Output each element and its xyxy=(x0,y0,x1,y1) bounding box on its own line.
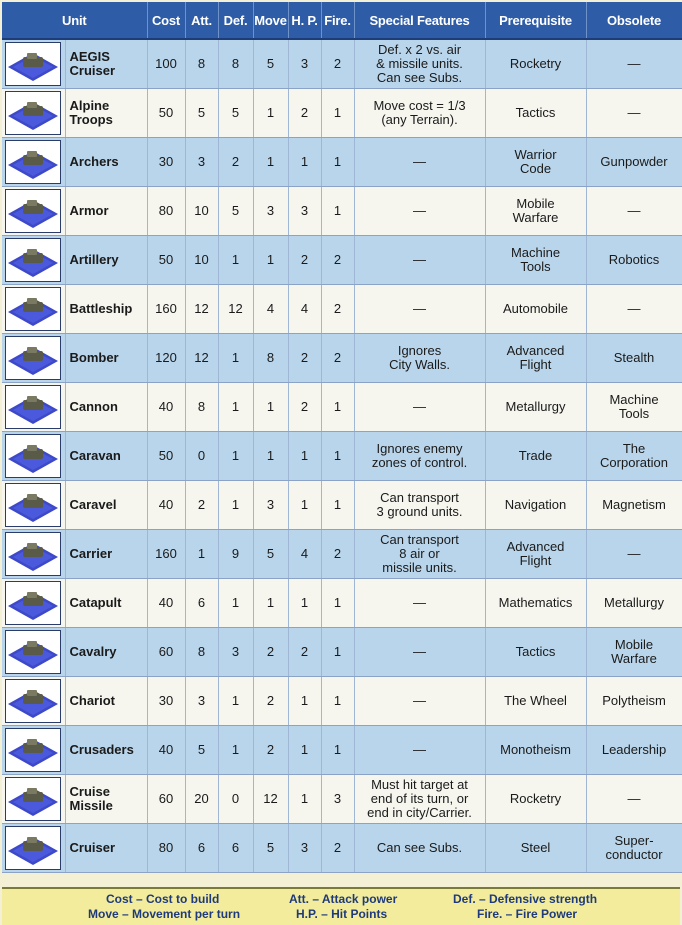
unit-icon-cell xyxy=(2,530,65,579)
cost-value: 40 xyxy=(147,481,185,530)
unit-name: Cruise Missile xyxy=(65,775,147,824)
battleship-icon xyxy=(5,287,61,331)
defense-value: 1 xyxy=(218,236,253,285)
defense-value: 6 xyxy=(218,824,253,873)
armor-icon xyxy=(5,189,61,233)
defense-value: 1 xyxy=(218,383,253,432)
header-move: Move xyxy=(253,2,288,39)
hit-points-value: 3 xyxy=(288,39,321,89)
special-features: — xyxy=(354,628,485,677)
unit-icon-cell xyxy=(2,236,65,285)
table-row xyxy=(2,285,682,334)
prerequisite: Tactics xyxy=(485,628,586,677)
fire-power-value: 2 xyxy=(321,285,354,334)
move-value: 5 xyxy=(253,530,288,579)
attack-value: 0 xyxy=(185,432,218,481)
prerequisite: Mathematics xyxy=(485,579,586,628)
attack-value: 1 xyxy=(185,530,218,579)
defense-value: 1 xyxy=(218,677,253,726)
move-value: 5 xyxy=(253,824,288,873)
table-row xyxy=(2,236,682,285)
unit-name: Crusaders xyxy=(65,726,147,775)
special-features: — xyxy=(354,579,485,628)
hit-points-value: 3 xyxy=(288,824,321,873)
hit-points-value: 4 xyxy=(288,285,321,334)
hit-points-value: 3 xyxy=(288,187,321,236)
table-row xyxy=(2,824,682,873)
cost-value: 40 xyxy=(147,726,185,775)
table-row xyxy=(2,775,682,824)
prerequisite: Navigation xyxy=(485,481,586,530)
obsolete-by: — xyxy=(586,285,682,334)
table-row xyxy=(2,481,682,530)
unit-name: Chariot xyxy=(65,677,147,726)
table-body xyxy=(2,39,682,873)
table-row xyxy=(2,187,682,236)
table-row xyxy=(2,530,682,579)
unit-name: Bomber xyxy=(65,334,147,383)
defense-value: 9 xyxy=(218,530,253,579)
obsolete-by: — xyxy=(586,39,682,89)
legend-cost: Cost – Cost to build xyxy=(106,892,220,906)
defense-value: 1 xyxy=(218,481,253,530)
table-row xyxy=(2,383,682,432)
special-features: Ignores City Walls. xyxy=(354,334,485,383)
unit-icon-cell xyxy=(2,39,65,89)
move-value: 1 xyxy=(253,89,288,138)
special-features: Def. x 2 vs. air & missile units. Can see Subs. xyxy=(354,39,485,89)
attack-value: 5 xyxy=(185,726,218,775)
cost-value: 30 xyxy=(147,677,185,726)
legend-hp: H.P. – Hit Points xyxy=(296,907,388,921)
move-value: 2 xyxy=(253,677,288,726)
header-obsolete: Obsolete xyxy=(586,2,682,39)
special-features: Ignores enemy zones of control. xyxy=(354,432,485,481)
attack-value: 6 xyxy=(185,824,218,873)
defense-value: 12 xyxy=(218,285,253,334)
cost-value: 80 xyxy=(147,187,185,236)
table-row xyxy=(2,39,682,89)
obsolete-by: The Corporation xyxy=(586,432,682,481)
cost-value: 30 xyxy=(147,138,185,187)
cost-value: 50 xyxy=(147,432,185,481)
header-prereq: Prerequisite xyxy=(485,2,586,39)
defense-value: 5 xyxy=(218,89,253,138)
artillery-icon xyxy=(5,238,61,282)
catapult-icon xyxy=(5,581,61,625)
hit-points-value: 1 xyxy=(288,677,321,726)
unit-name: Cavalry xyxy=(65,628,147,677)
header-fire: Fire. xyxy=(321,2,354,39)
obsolete-by: — xyxy=(586,89,682,138)
fire-power-value: 3 xyxy=(321,775,354,824)
prerequisite: Advanced Flight xyxy=(485,530,586,579)
move-value: 1 xyxy=(253,138,288,187)
unit-icon-cell xyxy=(2,579,65,628)
obsolete-by: Super- conductor xyxy=(586,824,682,873)
unit-icon-cell xyxy=(2,824,65,873)
header-cost: Cost xyxy=(147,2,185,39)
hit-points-value: 2 xyxy=(288,89,321,138)
cost-value: 120 xyxy=(147,334,185,383)
chariot-icon xyxy=(5,679,61,723)
defense-value: 8 xyxy=(218,39,253,89)
defense-value: 1 xyxy=(218,726,253,775)
table-row xyxy=(2,334,682,383)
special-features: Can see Subs. xyxy=(354,824,485,873)
prerequisite: Advanced Flight xyxy=(485,334,586,383)
crusaders-icon xyxy=(5,728,61,772)
prerequisite: Warrior Code xyxy=(485,138,586,187)
special-features: — xyxy=(354,726,485,775)
cost-value: 50 xyxy=(147,236,185,285)
table-header xyxy=(2,2,682,39)
special-features: — xyxy=(354,187,485,236)
table-row xyxy=(2,726,682,775)
defense-value: 5 xyxy=(218,187,253,236)
fire-power-value: 2 xyxy=(321,236,354,285)
prerequisite: Metallurgy xyxy=(485,383,586,432)
fire-power-value: 2 xyxy=(321,824,354,873)
fire-power-value: 1 xyxy=(321,187,354,236)
cost-value: 40 xyxy=(147,579,185,628)
move-value: 12 xyxy=(253,775,288,824)
fire-power-value: 1 xyxy=(321,628,354,677)
cost-value: 60 xyxy=(147,775,185,824)
hit-points-value: 1 xyxy=(288,775,321,824)
attack-value: 8 xyxy=(185,383,218,432)
move-value: 1 xyxy=(253,383,288,432)
fire-power-value: 2 xyxy=(321,530,354,579)
unit-name: Catapult xyxy=(65,579,147,628)
obsolete-by: Machine Tools xyxy=(586,383,682,432)
unit-icon-cell xyxy=(2,89,65,138)
obsolete-by: Gunpowder xyxy=(586,138,682,187)
cost-value: 40 xyxy=(147,383,185,432)
unit-icon-cell xyxy=(2,677,65,726)
cost-value: 100 xyxy=(147,39,185,89)
table-row xyxy=(2,628,682,677)
legend-def: Def. – Defensive strength xyxy=(453,892,598,906)
special-features: — xyxy=(354,138,485,187)
obsolete-by: Leadership xyxy=(586,726,682,775)
unit-icon-cell xyxy=(2,432,65,481)
unit-name: Alpine Troops xyxy=(65,89,147,138)
move-value: 1 xyxy=(253,432,288,481)
units-table xyxy=(2,2,682,873)
hit-points-value: 1 xyxy=(288,726,321,775)
unit-icon-cell xyxy=(2,481,65,530)
prerequisite: Mobile Warfare xyxy=(485,187,586,236)
obsolete-by: Mobile Warfare xyxy=(586,628,682,677)
obsolete-by: — xyxy=(586,530,682,579)
table-row xyxy=(2,677,682,726)
table-row xyxy=(2,89,682,138)
obsolete-by: — xyxy=(586,187,682,236)
aegis-cruiser-icon xyxy=(5,42,61,86)
move-value: 1 xyxy=(253,236,288,285)
fire-power-value: 1 xyxy=(321,138,354,187)
prerequisite: Trade xyxy=(485,432,586,481)
carrier-icon xyxy=(5,532,61,576)
attack-value: 3 xyxy=(185,138,218,187)
unit-name: Caravel xyxy=(65,481,147,530)
legend xyxy=(2,887,680,925)
hit-points-value: 2 xyxy=(288,383,321,432)
hit-points-value: 2 xyxy=(288,628,321,677)
obsolete-by: Stealth xyxy=(586,334,682,383)
unit-name: Caravan xyxy=(65,432,147,481)
prerequisite: Monotheism xyxy=(485,726,586,775)
special-features: Can transport 3 ground units. xyxy=(354,481,485,530)
fire-power-value: 1 xyxy=(321,89,354,138)
unit-name: Battleship xyxy=(65,285,147,334)
hit-points-value: 2 xyxy=(288,334,321,383)
cannon-icon xyxy=(5,385,61,429)
cost-value: 50 xyxy=(147,89,185,138)
unit-icon-cell xyxy=(2,187,65,236)
move-value: 3 xyxy=(253,481,288,530)
special-features: — xyxy=(354,285,485,334)
hit-points-value: 1 xyxy=(288,481,321,530)
cost-value: 60 xyxy=(147,628,185,677)
caravel-icon xyxy=(5,483,61,527)
unit-icon-cell xyxy=(2,775,65,824)
unit-name: Archers xyxy=(65,138,147,187)
fire-power-value: 1 xyxy=(321,383,354,432)
fire-power-value: 1 xyxy=(321,481,354,530)
fire-power-value: 1 xyxy=(321,579,354,628)
special-features: — xyxy=(354,383,485,432)
cost-value: 160 xyxy=(147,530,185,579)
header-unit: Unit xyxy=(2,2,147,39)
header-hp: H. P. xyxy=(288,2,321,39)
prerequisite: Automobile xyxy=(485,285,586,334)
archers-icon xyxy=(5,140,61,184)
move-value: 2 xyxy=(253,628,288,677)
cost-value: 80 xyxy=(147,824,185,873)
header-def: Def. xyxy=(218,2,253,39)
defense-value: 3 xyxy=(218,628,253,677)
fire-power-value: 1 xyxy=(321,677,354,726)
prerequisite: Rocketry xyxy=(485,775,586,824)
defense-value: 1 xyxy=(218,432,253,481)
legend-move: Move – Movement per turn xyxy=(88,907,241,921)
obsolete-by: Polytheism xyxy=(586,677,682,726)
special-features: — xyxy=(354,236,485,285)
hit-points-value: 1 xyxy=(288,579,321,628)
hit-points-value: 2 xyxy=(288,236,321,285)
unit-icon-cell xyxy=(2,285,65,334)
table-row xyxy=(2,579,682,628)
obsolete-by: Magnetism xyxy=(586,481,682,530)
attack-value: 10 xyxy=(185,236,218,285)
move-value: 1 xyxy=(253,579,288,628)
attack-value: 20 xyxy=(185,775,218,824)
defense-value: 1 xyxy=(218,579,253,628)
cruise-missile-icon xyxy=(5,777,61,821)
table-row xyxy=(2,138,682,187)
unit-name: Armor xyxy=(65,187,147,236)
attack-value: 2 xyxy=(185,481,218,530)
unit-name: Cannon xyxy=(65,383,147,432)
fire-power-value: 1 xyxy=(321,432,354,481)
attack-value: 8 xyxy=(185,628,218,677)
unit-name: AEGIS Cruiser xyxy=(65,39,147,89)
attack-value: 8 xyxy=(185,39,218,89)
table-row xyxy=(2,432,682,481)
fire-power-value: 2 xyxy=(321,334,354,383)
prerequisite: The Wheel xyxy=(485,677,586,726)
cruiser-icon xyxy=(5,826,61,870)
fire-power-value: 2 xyxy=(321,39,354,89)
obsolete-by: Metallurgy xyxy=(586,579,682,628)
unit-icon-cell xyxy=(2,726,65,775)
legend-att: Att. – Attack power xyxy=(289,892,398,906)
special-features: Can transport 8 air or missile units. xyxy=(354,530,485,579)
header-att: Att. xyxy=(185,2,218,39)
hit-points-value: 1 xyxy=(288,432,321,481)
hit-points-value: 1 xyxy=(288,138,321,187)
attack-value: 12 xyxy=(185,285,218,334)
attack-value: 3 xyxy=(185,677,218,726)
move-value: 3 xyxy=(253,187,288,236)
move-value: 2 xyxy=(253,726,288,775)
special-features: Must hit target at end of its turn, or end in city/Carrier. xyxy=(354,775,485,824)
obsolete-by: Robotics xyxy=(586,236,682,285)
legend-fire: Fire. – Fire Power xyxy=(477,907,578,921)
unit-icon-cell xyxy=(2,383,65,432)
cavalry-icon xyxy=(5,630,61,674)
obsolete-by: — xyxy=(586,775,682,824)
unit-name: Carrier xyxy=(65,530,147,579)
defense-value: 1 xyxy=(218,334,253,383)
defense-value: 2 xyxy=(218,138,253,187)
move-value: 5 xyxy=(253,39,288,89)
bomber-icon xyxy=(5,336,61,380)
header-special: Special Features xyxy=(354,2,485,39)
prerequisite: Rocketry xyxy=(485,39,586,89)
alpine-troops-icon xyxy=(5,91,61,135)
unit-name: Artillery xyxy=(65,236,147,285)
cost-value: 160 xyxy=(147,285,185,334)
move-value: 4 xyxy=(253,285,288,334)
caravan-icon xyxy=(5,434,61,478)
special-features: — xyxy=(354,677,485,726)
unit-icon-cell xyxy=(2,628,65,677)
unit-icon-cell xyxy=(2,334,65,383)
special-features: Move cost = 1/3 (any Terrain). xyxy=(354,89,485,138)
prerequisite: Steel xyxy=(485,824,586,873)
attack-value: 12 xyxy=(185,334,218,383)
unit-icon-cell xyxy=(2,138,65,187)
fire-power-value: 1 xyxy=(321,726,354,775)
attack-value: 5 xyxy=(185,89,218,138)
prerequisite: Machine Tools xyxy=(485,236,586,285)
hit-points-value: 4 xyxy=(288,530,321,579)
defense-value: 0 xyxy=(218,775,253,824)
attack-value: 6 xyxy=(185,579,218,628)
prerequisite: Tactics xyxy=(485,89,586,138)
unit-name: Cruiser xyxy=(65,824,147,873)
move-value: 8 xyxy=(253,334,288,383)
attack-value: 10 xyxy=(185,187,218,236)
